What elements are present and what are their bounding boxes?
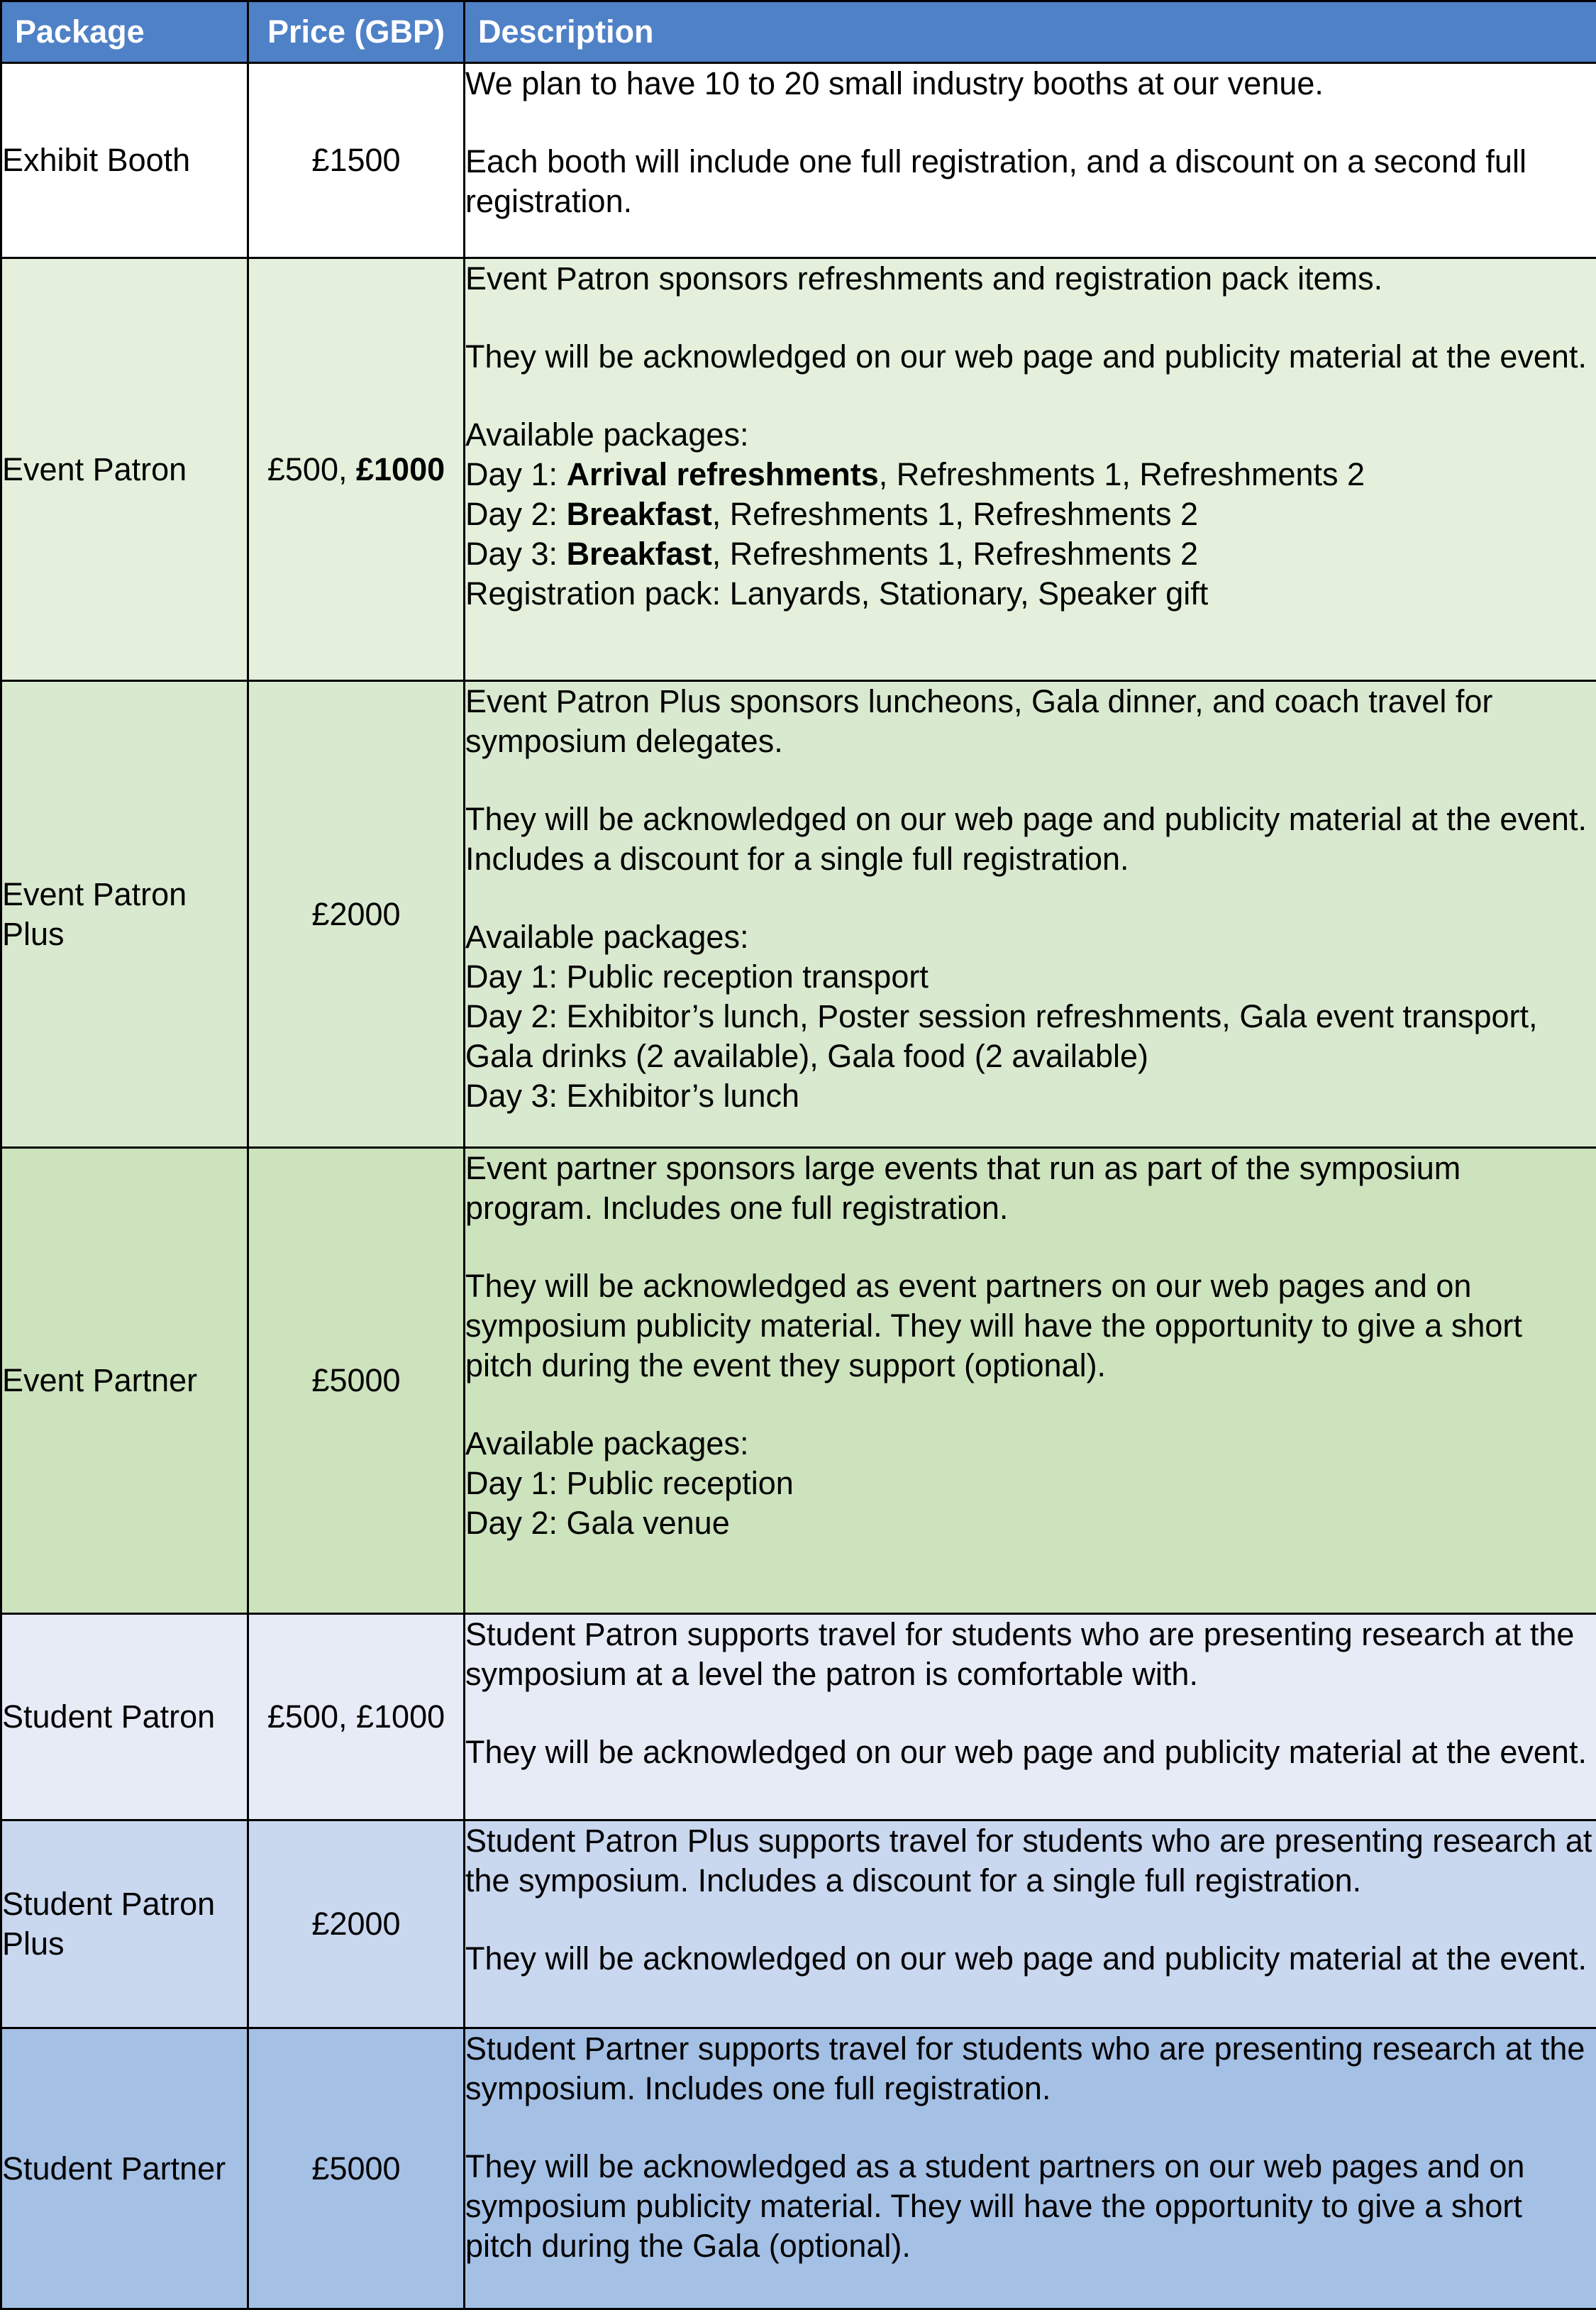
package-name: Student Patron Plus [1, 1820, 248, 2028]
row-event-patron-plus [1, 681, 1596, 1148]
package-description [465, 1820, 1596, 2028]
packages-title: Available packages: [465, 917, 1596, 957]
description-paragraph: They will be acknowledged on our web page and publicity material at the event. [465, 1732, 1596, 1772]
package-price: £5000 [248, 2028, 465, 2309]
package-price: £500, £1000 [248, 1614, 465, 1820]
row-student-patron [1, 1614, 1596, 1820]
packages-title: Available packages: [465, 415, 1596, 455]
description-paragraph: They will be acknowledged as a student partners on our web pages and on symposium publicity material. They will have the opportunity to give a short pitch during the Gala (optional). [465, 2147, 1596, 2266]
description-paragraph: They will be acknowledged on our web page and publicity material at the event. [465, 1939, 1596, 1979]
package-description [465, 258, 1596, 681]
row-event-partner [1, 1148, 1596, 1614]
package-day-1: Day 1: Public reception transport [465, 957, 1596, 997]
description-paragraph: Student Partner supports travel for students who are presenting research at the symposium. Includes one full registration. [465, 2029, 1596, 2109]
package-description [465, 63, 1596, 258]
package-price: £5000 [248, 1148, 465, 1614]
package-description [465, 681, 1596, 1148]
package-name: Student Patron [1, 1614, 248, 1820]
description-paragraph: Event partner sponsors large events that run as part of the symposium program. Includes one full registration. [465, 1149, 1596, 1228]
description-paragraph: Event Patron sponsors refreshments and registration pack items. [465, 259, 1596, 299]
package-day-3: Day 3: Exhibitor’s lunch [465, 1076, 1596, 1116]
header-price: Price (GBP) [248, 1, 465, 63]
package-day-1: Day 1: Public reception [465, 1464, 1596, 1503]
description-paragraph: Event Patron Plus sponsors luncheons, Gala dinner, and coach travel for symposium delegates. [465, 682, 1596, 761]
row-exhibit-booth [1, 63, 1596, 258]
package-description [465, 1614, 1596, 1820]
description-paragraph: They will be acknowledged on our web page and publicity material at the event. [465, 337, 1596, 377]
description-paragraph: Each booth will include one full registration, and a discount on a second full registration. [465, 142, 1596, 221]
package-name: Event Partner [1, 1148, 248, 1614]
description-paragraph: They will be acknowledged as event partners on our web pages and on symposium publicity material. They will have the opportunity to give a short pitch during the event they support (optional). [465, 1266, 1596, 1386]
registration-pack: Registration pack: Lanyards, Stationary, Speaker gift [465, 574, 1596, 614]
header-package: Package [1, 1, 248, 63]
header-description: Description [465, 1, 1596, 63]
row-student-partner [1, 2028, 1596, 2309]
package-price: £2000 [248, 681, 465, 1148]
package-day-3: Day 3: Breakfast, Refreshments 1, Refreshments 2 [465, 534, 1596, 574]
package-day-2: Day 2: Gala venue [465, 1503, 1596, 1543]
package-name: Event Patron [1, 258, 248, 681]
package-description [465, 1148, 1596, 1614]
price-option-highlight: £1000 [356, 451, 445, 487]
price-option: £500, [267, 451, 356, 487]
row-event-patron [1, 258, 1596, 681]
package-price: £2000 [248, 1820, 465, 2028]
package-name: Student Partner [1, 2028, 248, 2309]
package-description [465, 2028, 1596, 2309]
package-name: Event Patron Plus [1, 681, 248, 1148]
description-paragraph: Student Patron supports travel for students who are presenting research at the symposium at a level the patron is comfortable with. [465, 1615, 1596, 1694]
package-day-2: Day 2: Exhibitor’s lunch, Poster session refreshments, Gala event transport, Gala drinks (2 available), Gala food (2 available) [465, 997, 1596, 1076]
package-day-1: Day 1: Arrival refreshments, Refreshments 1, Refreshments 2 [465, 455, 1596, 494]
row-student-patron-plus [1, 1820, 1596, 2028]
packages-title: Available packages: [465, 1424, 1596, 1464]
description-paragraph: Student Patron Plus supports travel for students who are presenting research at the symposium. Includes a discount for a single full registration. [465, 1821, 1596, 1901]
package-name: Exhibit Booth [1, 63, 248, 258]
package-day-2: Day 2: Breakfast, Refreshments 1, Refreshments 2 [465, 494, 1596, 534]
package-price [248, 258, 465, 681]
package-price: £1500 [248, 63, 465, 258]
description-paragraph: They will be acknowledged on our web page and publicity material at the event. Includes a discount for a single full registration. [465, 800, 1596, 879]
description-paragraph: We plan to have 10 to 20 small industry booths at our venue. [465, 64, 1596, 104]
header-row [1, 1, 1596, 63]
